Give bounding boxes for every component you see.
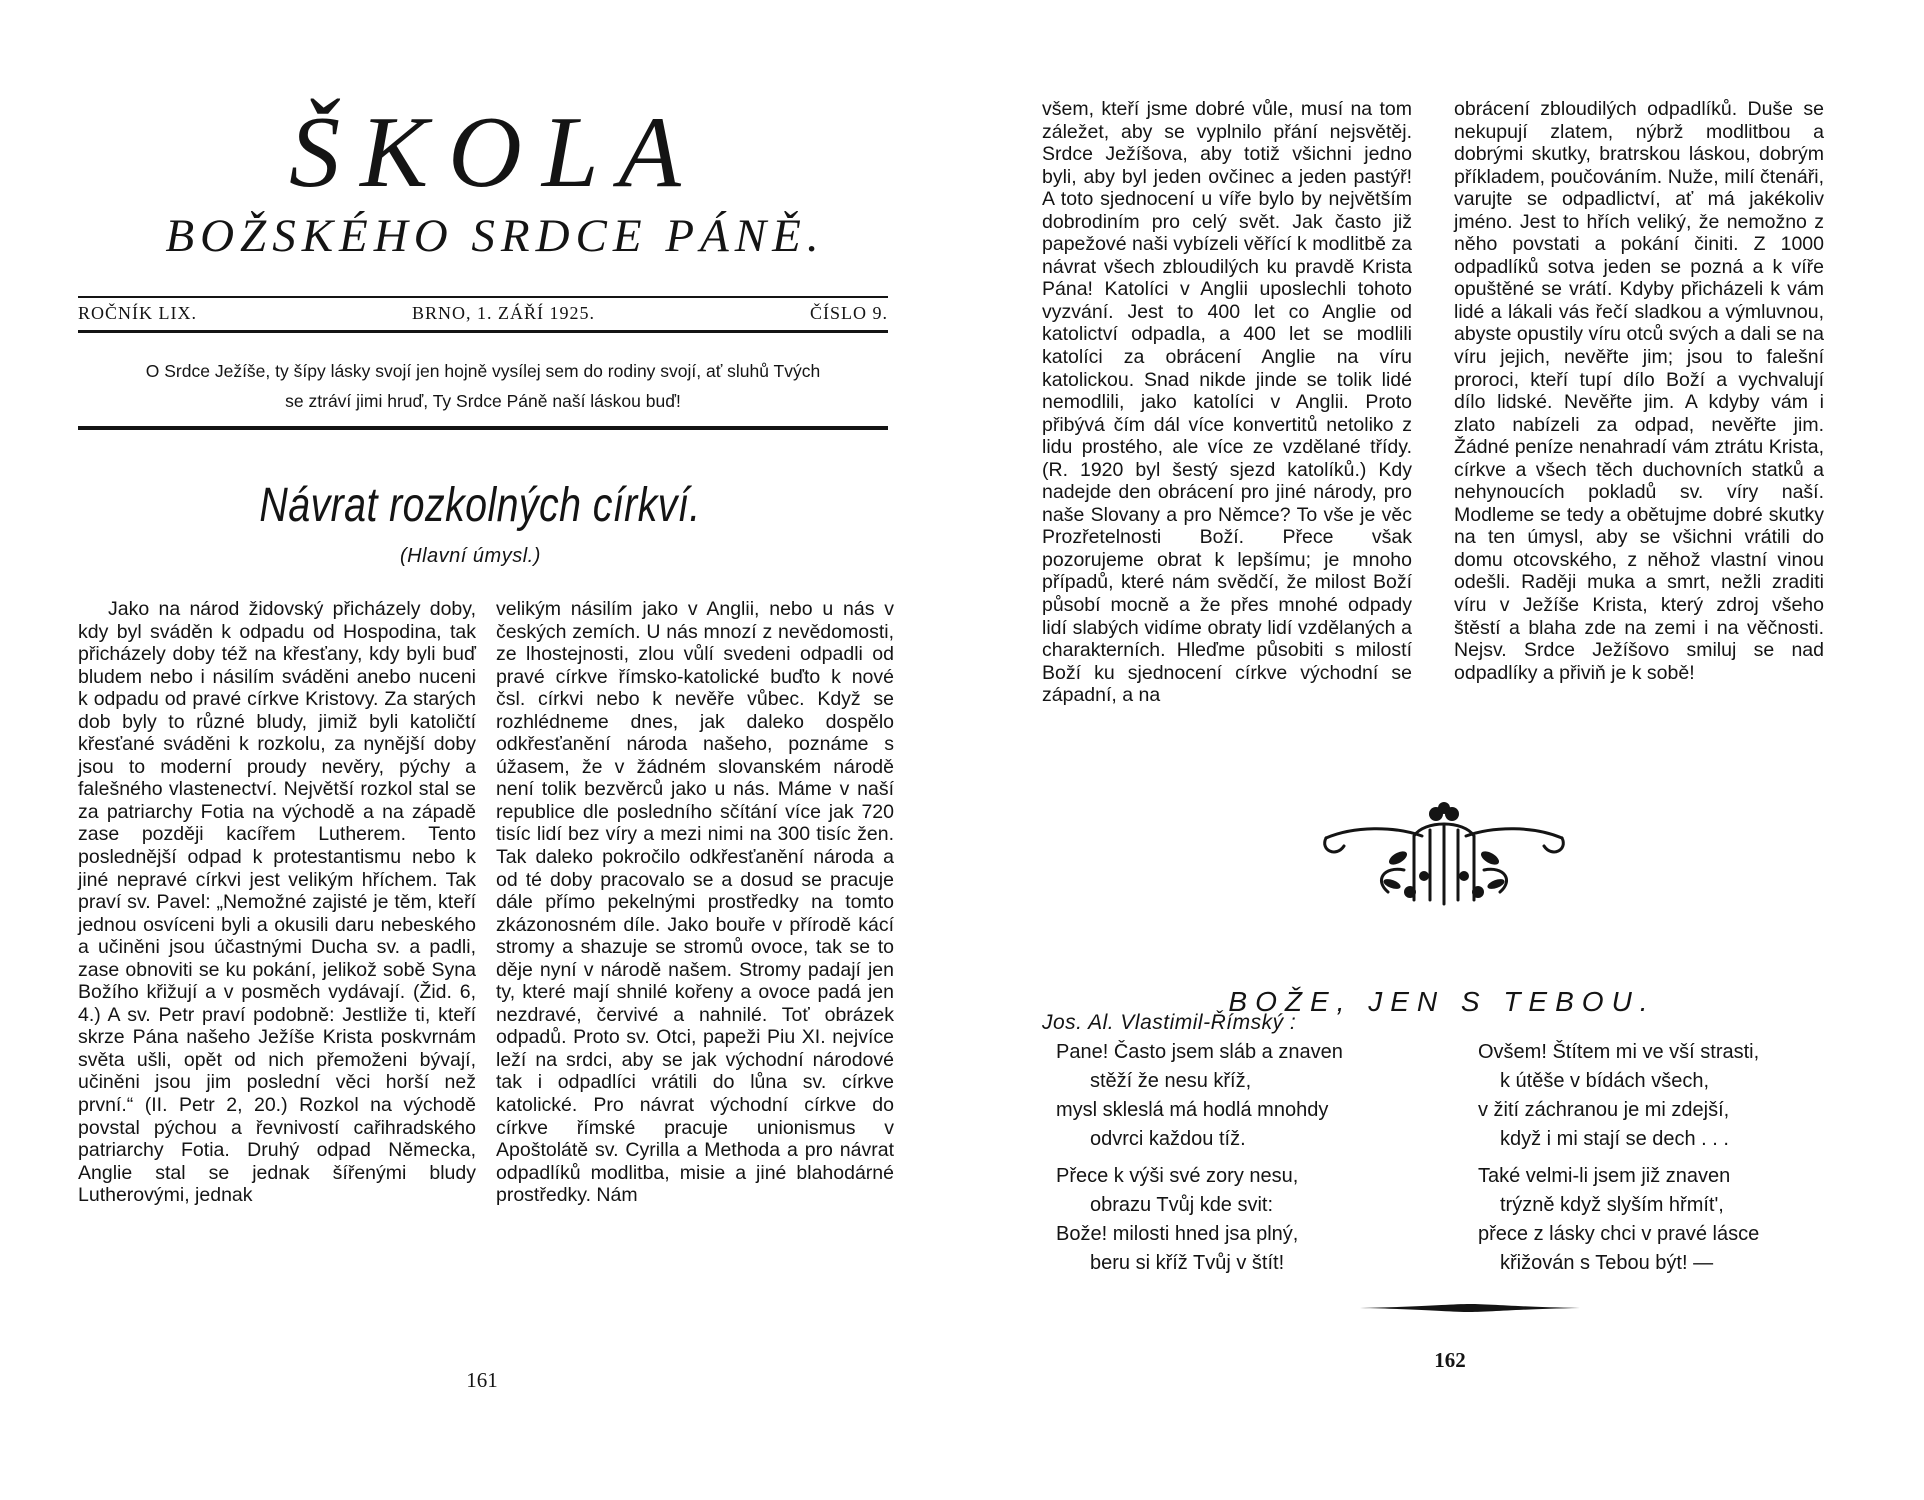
poem-line: Přece k výši své zory nesu, (1056, 1165, 1299, 1187)
poem-stanza-2 (1056, 1162, 1298, 1278)
poem-line: křižován s Tebou být! — (1500, 1252, 1714, 1274)
issue-info-row (78, 301, 888, 325)
masthead-rule-top (78, 296, 888, 298)
poem-line: když i mi stají se dech . . . (1500, 1128, 1729, 1150)
poem-stanza-4 (1478, 1162, 1759, 1278)
issue-number-label: ČÍSLO 9. (809, 302, 888, 323)
poem-line: beru si kříž Tvůj v štít! (1090, 1252, 1285, 1274)
end-rule-icon (1360, 1304, 1580, 1312)
article-title: Návrat rozkolných církví. (259, 479, 701, 532)
poem-author: Jos. Al. Vlastimil-Římský : (1042, 1011, 1297, 1034)
poem-stanza-1 (1056, 1038, 1343, 1154)
right-page (962, 0, 1924, 1500)
prayer-line-1: O Srdce Ježíše, ty šípy lásky svojí jen hojně vysílej sem do rodiny svojí, ať sluhů Tvých (145, 361, 821, 381)
masthead-title: ŠKOLA (289, 96, 701, 209)
poem-line: Také velmi-li jsem již znaven (1478, 1165, 1731, 1187)
poem-line: Pane! Často jsem sláb a znaven (1056, 1041, 1343, 1063)
page-number-left: 161 (466, 1368, 498, 1392)
article-subtitle: (Hlavní úmysl.) (400, 545, 541, 567)
article-paragraph: všem, kteří jsme dobré vůle, musí na tom záležet, aby se vyplnilo přání nejsvětěj. Srdce Ježíšova, aby totiž všichni jedno byli, aby byl jeden ovčinec a jeden pastýř! A toto sjednocení u víře bylo by největším dobrodiním pro celý svět. Jak často již papežové naši vybízeli věřící k modlitbě za návrat všech zbloudilých ku pravdě Krista Pána! Katolíci v Anglii uposlechli tohoto vyzvání. Jest to 400 let co Anglie od katolictví odpadla, a 400 let se modlili katolíci za obrácení Anglie na víru katolickou. Snad nikde jinde se tolik lidé nemodlili, jako katolíci v Anglii. Proto přibývá čím dál více konvertitů netoliko z lidu prostého, ale více ze vzdělané třídy. (R. 1920 byl šestý sjezd katolíků.) Kdy nadejde den obrácení pro jiné národy, pro naše Slovany a pro Němce? To vše je věc Prozřetelnosti Boží. Přece však pozorujeme obrat k lepšímu; je mnoho případů, které nám svědčí, že milost Boží působí mocně a že přes mnohé odpady lidí slabých vidíme obraty lidí vzdělaných a charakterních. Hleďme působiti s milostí Boží ku sjednocení církve východní se západní, a na (1042, 98, 1412, 707)
floral-ornament-icon (1314, 800, 1574, 910)
masthead-rule-middle (78, 330, 888, 333)
poem-title: BOŽE, JEN S TEBOU. (1228, 986, 1656, 1017)
article-column-3 (1042, 98, 1412, 707)
poem-line: stěží že nesu kříž, (1090, 1070, 1252, 1092)
poem-line: Ovšem! Štítem mi ve vší strasti, (1478, 1041, 1760, 1063)
article-column-4 (1454, 98, 1824, 684)
article-paragraph: velikým násilím jako v Anglii, nebo u nás v českých zemích. U nás mnozí z nevědomosti, ze lhostejnosti, zlou vůlí svedeni odpadli od pravé církve římsko-katolické buďto k nové čsl. církvi nebo k nevěře vůbec. Když se rozhlédneme dnes, jak daleko dospělo odkřesťanění národa našeho, poznáme s úžasem, že v žádném slovanském národě není tolik bezvěrců jako u nás. Máme v naší republice dle posledního sčítání více jak 720 tisíc lidí bez víry a mezi nimi na 300 tisíc žen. Tak daleko pokročilo odkřesťanění národa a od té doby pracovalo se a dosud se pracuje dále přímo pekelnými prostředky na tomto zkázonosném díle. Jako bouře v přírodě kácí stromy a shazuje se stromů ovoce, tak se to děje nyní v národě našem. Stromy padají jen ty, které mají shnilé kořeny a ovoce padá jen nezdravé, červivé a nahnilé. Toť obrázek odpadů. Proto sv. Otci, papeži Piu XI. nejvíce leží na srdci, aby se jak východní národové tak i odpadlíci vrátili do lůna sv. církve katolické. Pro návrat východní církve do církve římské pracuje unionismus v Apoštolátě sv. Cyrilla a Methoda a pro návrat odpadlíků modlitba, misie a jiné blahodárné prostředky. Nám (496, 598, 894, 1207)
prayer-text (78, 356, 888, 416)
article-column-1 (78, 598, 476, 1207)
poem-line: Bože! milosti hned jsa plný, (1056, 1223, 1299, 1245)
volume-label: ROČNÍK LIX. (78, 302, 197, 323)
prayer-rule-bottom (78, 426, 888, 430)
article-paragraph: obrácení zbloudilých odpadlíků. Duše se nekupují zlatem, nýbrž modlitbou a dobrými skutky, bratrskou láskou, dobrým příkladem, poučováním. Nuže, milí čtenáři, varujte se odpadlictví, ať má jakékoliv jméno. Jest to hřích veliký, že nemožno z něho povstati a pokání činiti. Z 1000 odpadlíků sotva jeden se pozná a k víře opuštěné se vrátí. Kdyby přicházeli k vám lidé a lákali vás řečí sladkou a výmluvnou, abyste opustily víru otců svých a dali se na víru jejich, nevěřte jim; jsou to falešní proroci, kteří tupí dílo Boží a vychvalují dílo lidské. Nevěřte jim. A kdyby vám i zlato nabízeli za odpad, nevěřte jim. Žádné peníze nenahradí vám ztrátu Krista, církve a všech těch duchovních statků a nehynoucích pokladů sv. víry naší. Modleme se tedy a obětujme dobré skutky na ten úmysl, aby se všichni vrátili do domu otcovského, z něhož vlastní vinou odešli. Raději muka a smrt, nežli zraditi víru v Ježíše Krista, který zdroj všeho štěstí a blaha zde na zemi i na věčnosti. Nejsv. Srdce Ježíšovo smiluj se nad odpadlíky a přiviň je k sobě! (1454, 98, 1824, 684)
poem-line: odvrci každou tíž. (1090, 1128, 1246, 1150)
place-date-label: BRNO, 1. ZÁŘÍ 1925. (411, 302, 595, 323)
poem-line: v žití záchranou je mi zdejší, (1478, 1099, 1730, 1121)
poem-stanza-3 (1478, 1038, 1759, 1154)
poem-line: k útěše v bídách všech, (1500, 1070, 1710, 1092)
article-column-2 (496, 598, 894, 1207)
page-number-right: 162 (1434, 1348, 1466, 1372)
poem-line: mysl skleslá má hodlá mnohdy (1056, 1099, 1329, 1121)
prayer-line-2: se ztráví jimi hruď, Ty Srdce Páně naší láskou buď! (285, 391, 681, 411)
poem-line: trýzně když slyším hřmít', (1500, 1194, 1724, 1216)
poem-line: obrazu Tvůj kde svit: (1090, 1194, 1274, 1216)
poem-line: přece z lásky chci v pravé lásce (1478, 1223, 1760, 1245)
article-paragraph: Jako na národ židovský přicházely doby, kdy byl sváděn k odpadu od Hospodina, tak přicházely doby též na křesťany, kdy byli buď bludem nebo i násilím sváděni anebo nuceni k odpadu od pravé církve Kristovy. Za starých dob byly to různé bludy, jimiž byli katoličtí křesťané sváděni k rozkolu, za nynější doby jsou to moderní proudy nevěry, pýchy a falešného vlastenectví. Největší rozkol stal se za patriarchy Fotia na východě a na západě zase později kacířem Lutherem. Tento poslednější odpad k protestantismu nebo k jiné nepravé církvi jest velikým hříchem. Tak praví sv. Pavel: „Nemožné zajisté je těm, kteří jednou osvíceni byli a okusili daru nebeského a učiněni jsou účastnými Ducha sv. a padli, zase obnoviti se ku pokání, jelikož sobě Syna Božího křižují a v posměch vydávají. (Žid. 6, 4.) A sv. Petr praví podobně: Jestliže ti, kteří skrze Pána našeho Ježíše Krista poskvrnám světa ušli, opět od nich přemoženi bývají, učiněni jsou jim poslední věci horší než první.“ (II. Petr 2, 20.) Rozkol na východě povstal pýchou a řevnivostí cařihradského patriarchy Fotia. Druhý odpad Německa, Anglie stal se jednak šířenými bludy Lutherovými, jednak (78, 598, 476, 1207)
masthead-subtitle: BOŽSKÉHO SRDCE PÁNĚ. (165, 210, 825, 262)
